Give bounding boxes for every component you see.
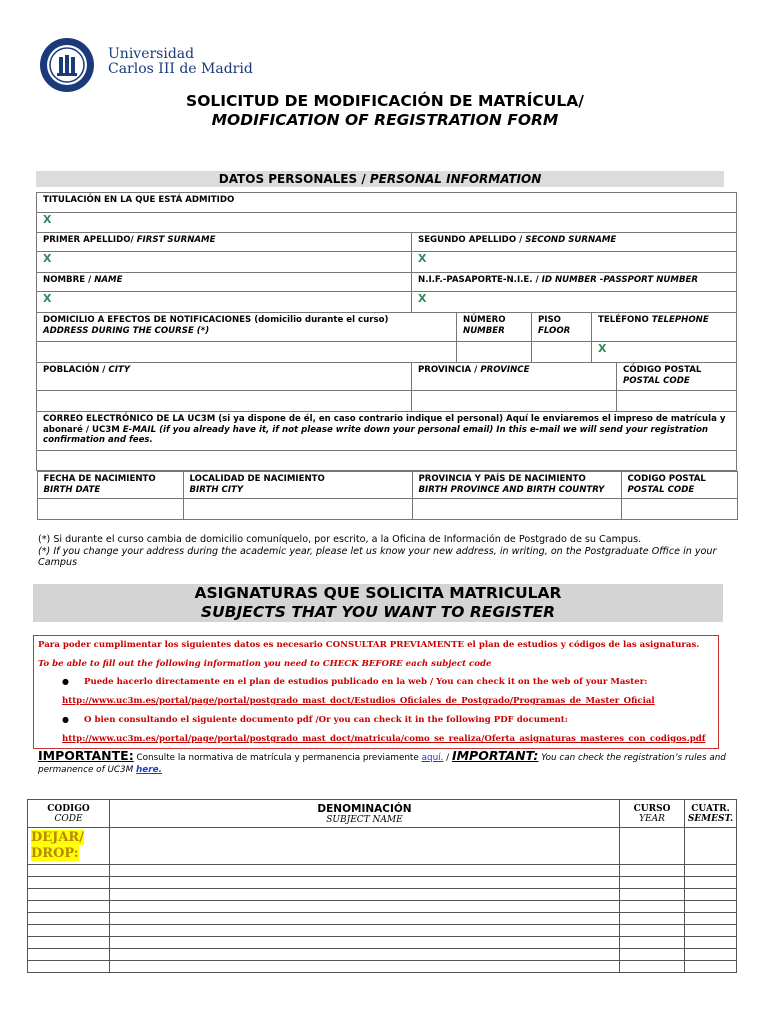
- form-title-en: MODIFICATION OF REGISTRATION FORM: [211, 111, 559, 129]
- year-header: CURSO YEAR: [620, 800, 685, 828]
- birthdate-label: FECHA DE NACIMIENTO BIRTH DATE: [37, 472, 183, 499]
- table-row: [28, 937, 737, 949]
- email-field[interactable]: [37, 451, 737, 471]
- instructions-line-es: Para poder cumplimentar los siguientes datos es necesario CONSULTAR PREVIAMENTE el plan de estudios y códigos de las asignaturas.: [38, 640, 700, 650]
- table-row: [28, 949, 737, 961]
- piso-field[interactable]: [532, 342, 592, 363]
- address-field[interactable]: [37, 342, 457, 363]
- birthdate-field[interactable]: [37, 499, 183, 520]
- instructions-line-en: To be able to fill out the following information you need to CHECK BEFORE each subject code: [38, 659, 492, 669]
- subjects-table: [27, 799, 737, 973]
- important-note: IMPORTANTE: Consulte la normativa de matrícula y permanencia previamente aquí. / IMPORTANT: You can check the registration’s rules and permanence of UC3M here.: [38, 748, 726, 775]
- bullet-icon: ●: [62, 677, 69, 686]
- subject-cell[interactable]: [685, 828, 737, 865]
- birthprov-label: PROVINCIA Y PAÍS DE NACIMIENTO BIRTH PROVINCE AND BIRTH COUNTRY: [412, 472, 621, 499]
- birthcp-label: CODIGO POSTAL POSTAL CODE: [621, 472, 737, 499]
- subject-cell[interactable]: [110, 828, 620, 865]
- surname2-field[interactable]: X: [412, 252, 737, 273]
- birthprov-field[interactable]: [412, 499, 621, 520]
- drop-label: DEJAR/ DROP:: [28, 828, 110, 865]
- regulations-link-es[interactable]: aquí.: [421, 753, 444, 763]
- table-row: [28, 925, 737, 937]
- email-label: CORREO ELECTRÓNICO DE LA UC3M (si ya dispone de él, en caso contrario indique el personal) Aquí le enviaremos el impreso de matrícula y abonaré / UC3M E-MAIL (if you already have it, if not please write down your personal email) In this e-mail we will send your registration confirmation and fees.: [37, 412, 737, 451]
- poblacion-label: POBLACIÓN / CITY: [37, 363, 412, 391]
- subject-codes-pdf-link[interactable]: http://www.uc3m.es/portal/page/portal/postgrado_mast_doct/matricula/como_se_realiza/Oferta_asignaturas_masteres_con_codigos.pdf: [62, 734, 706, 744]
- id-field[interactable]: X: [412, 292, 737, 313]
- birth-info-table: [37, 471, 738, 520]
- poblacion-field[interactable]: [37, 391, 412, 412]
- personal-info-table: [36, 192, 737, 520]
- university-seal-logo: [38, 36, 96, 94]
- table-row: [28, 961, 737, 973]
- cp-label: CÓDIGO POSTAL POSTAL CODE: [617, 363, 737, 391]
- birthcp-field[interactable]: [621, 499, 737, 520]
- code-header: CODIGO CODE: [28, 800, 110, 828]
- table-row: [28, 913, 737, 925]
- table-row: [28, 877, 737, 889]
- name-field[interactable]: X: [37, 292, 412, 313]
- birthcity-label: LOCALIDAD DE NACIMIENTO BIRTH CITY: [183, 472, 412, 499]
- surname1-field[interactable]: X: [37, 252, 412, 273]
- provincia-field[interactable]: [412, 391, 617, 412]
- personal-info-heading: DATOS PERSONALES / PERSONAL INFORMATION: [36, 171, 724, 187]
- regulations-link-en[interactable]: here.: [136, 765, 162, 775]
- numero-field[interactable]: [457, 342, 532, 363]
- instructions-bullet-1: Puede hacerlo directamente en el plan de estudios publicado en la web / You can check it on the web of your Master:: [84, 677, 648, 687]
- titulacion-label: TITULACIÓN EN LA QUE ESTÁ ADMITIDO: [37, 193, 737, 213]
- form-title-es: SOLICITUD DE MODIFICACIÓN DE MATRÍCULA/: [186, 92, 584, 110]
- provincia-label: PROVINCIA / PROVINCE: [412, 363, 617, 391]
- semester-header: CUATR. SEMEST.: [685, 800, 737, 828]
- surname1-label: PRIMER APELLIDO/ FIRST SURNAME: [37, 233, 412, 252]
- surname2-label: SEGUNDO APELLIDO / SECOND SURNAME: [412, 233, 737, 252]
- table-row: [28, 865, 737, 877]
- piso-label: PISO FLOOR: [532, 313, 592, 342]
- telefono-label: TELÉFONO TELEPHONE: [592, 313, 737, 342]
- titulacion-field[interactable]: X: [37, 213, 737, 233]
- table-row: [28, 889, 737, 901]
- name-label: NOMBRE / NAME: [37, 273, 412, 292]
- table-row: [28, 901, 737, 913]
- subject-name-header: DENOMINACIÓN SUBJECT NAME: [110, 800, 620, 828]
- university-name: Universidad Carlos III de Madrid: [108, 46, 253, 77]
- telefono-field[interactable]: X: [592, 342, 737, 363]
- address-label: DOMICILIO A EFECTOS DE NOTIFICACIONES (domicilio durante el curso) ADDRESS DURING THE COURSE (*): [37, 313, 457, 342]
- address-change-note: (*) Si durante el curso cambia de domicilio comuníquelo, por escrito, a la Oficina de Información de Postgrado de su Campus. (*) If you change your address during the academic year, please let us know your new address, in writing, on the Postgraduate Office in your Campus: [38, 534, 717, 568]
- birthcity-field[interactable]: [183, 499, 412, 520]
- cp-field[interactable]: [617, 391, 737, 412]
- subject-cell[interactable]: [620, 828, 685, 865]
- instructions-bullet-2: O bien consultando el siguiente documento pdf /Or you can check it in the following PDF document:: [84, 715, 568, 725]
- master-programs-link[interactable]: http://www.uc3m.es/portal/page/portal/postgrado_mast_doct/Estudios_Oficiales_de_Postgrado/Programas_de_Master_Oficial: [62, 696, 655, 706]
- id-label: N.I.F.-PASAPORTE-N.I.E. / ID NUMBER -PASSPORT NUMBER: [412, 273, 737, 292]
- instructions-box: [33, 635, 719, 749]
- numero-label: NÚMERO NUMBER: [457, 313, 532, 342]
- subjects-heading: ASIGNATURAS QUE SOLICITA MATRICULAR SUBJECTS THAT YOU WANT TO REGISTER: [33, 584, 723, 622]
- bullet-icon: ●: [62, 715, 69, 724]
